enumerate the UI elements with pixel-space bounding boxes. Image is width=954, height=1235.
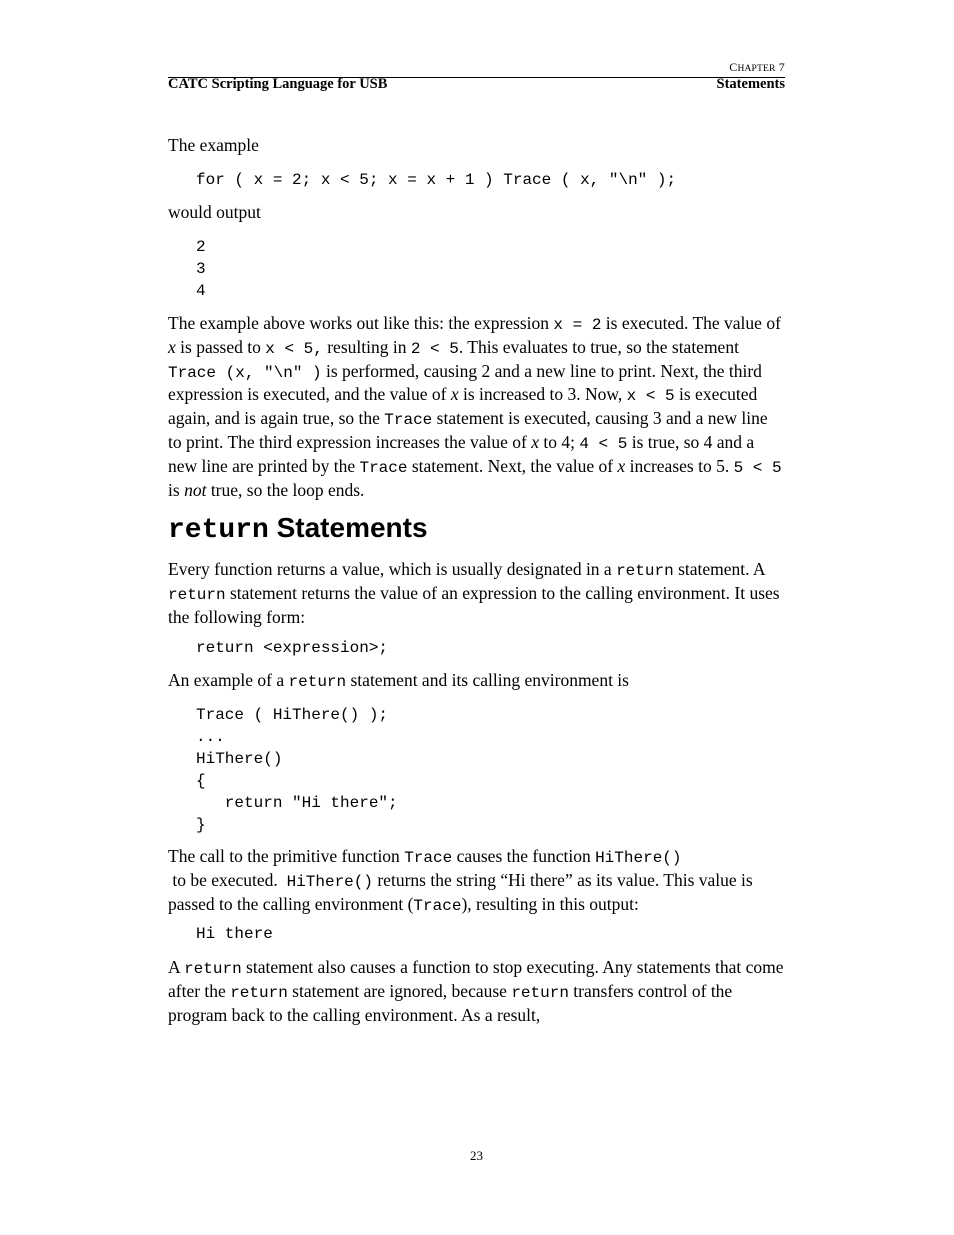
final-paragraph: A return statement also causes a function to stop executing. Any statements that come after the return statement are ignored, because return transfers control of the program back to the calling environment. As a result, <box>168 957 784 1025</box>
example-paragraph: An example of a return statement and its calling environment is <box>168 670 629 691</box>
hi-there-output: Hi there <box>196 925 273 943</box>
explanation-paragraph: The example above works out like this: the expression x = 2 is executed. The value of x is passed to x < 5, resulting in 2 < 5. This evaluates to true, so the statement Trace (x, "\n" ) is performed, causing 2 and a new line to print. Next, the third expression is executed, and the value of x is increased to 3. Now, x < 5 is executed again, and is again true, so the Trace statement is executed, causing 3 and a new line to print. The third expression increases the value of x to 4; 4 < 5 is true, so 4 and a new line are printed by the Trace statement. Next, the value of x increases to 5. 5 < 5 is not true, so the loop ends. <box>168 313 782 500</box>
example-code-block: Trace ( HiThere() ); ... HiThere() { return "Hi there"; } <box>196 706 398 834</box>
chapter-label-initial: C <box>729 60 738 74</box>
section-title: Statements <box>716 76 785 92</box>
output-line: 4 <box>196 282 206 300</box>
page-number: 23 <box>470 1148 483 1163</box>
intro-text: The example <box>168 135 259 155</box>
section-heading: return Statements <box>168 512 428 546</box>
output-line: 3 <box>196 260 206 278</box>
return-paragraph: Every function returns a value, which is usually designated in a return statement. A return statement returns the value of an expression to the calling environment. It uses the following form: <box>168 559 780 627</box>
output-list <box>196 236 206 302</box>
book-title: CATC Scripting Language for USB <box>168 76 388 92</box>
would-output-text: would output <box>168 202 261 222</box>
chapter-number: 7 <box>778 60 785 74</box>
return-form-code: return <expression>; <box>196 639 389 657</box>
for-loop-code: for ( x = 2; x < 5; x = x + 1 ) Trace ( x, "\n" ); <box>196 171 677 189</box>
chapter-label-rest: HAPTER <box>737 64 776 74</box>
chapter-label <box>729 60 785 75</box>
output-line: 2 <box>196 238 206 256</box>
call-paragraph: The call to the primitive function Trace causes the function HiThere() to be executed. HiThere() returns the string “Hi there” as its value. This value is passed to the calling environment (Trace), resulting in this output: <box>168 846 753 915</box>
